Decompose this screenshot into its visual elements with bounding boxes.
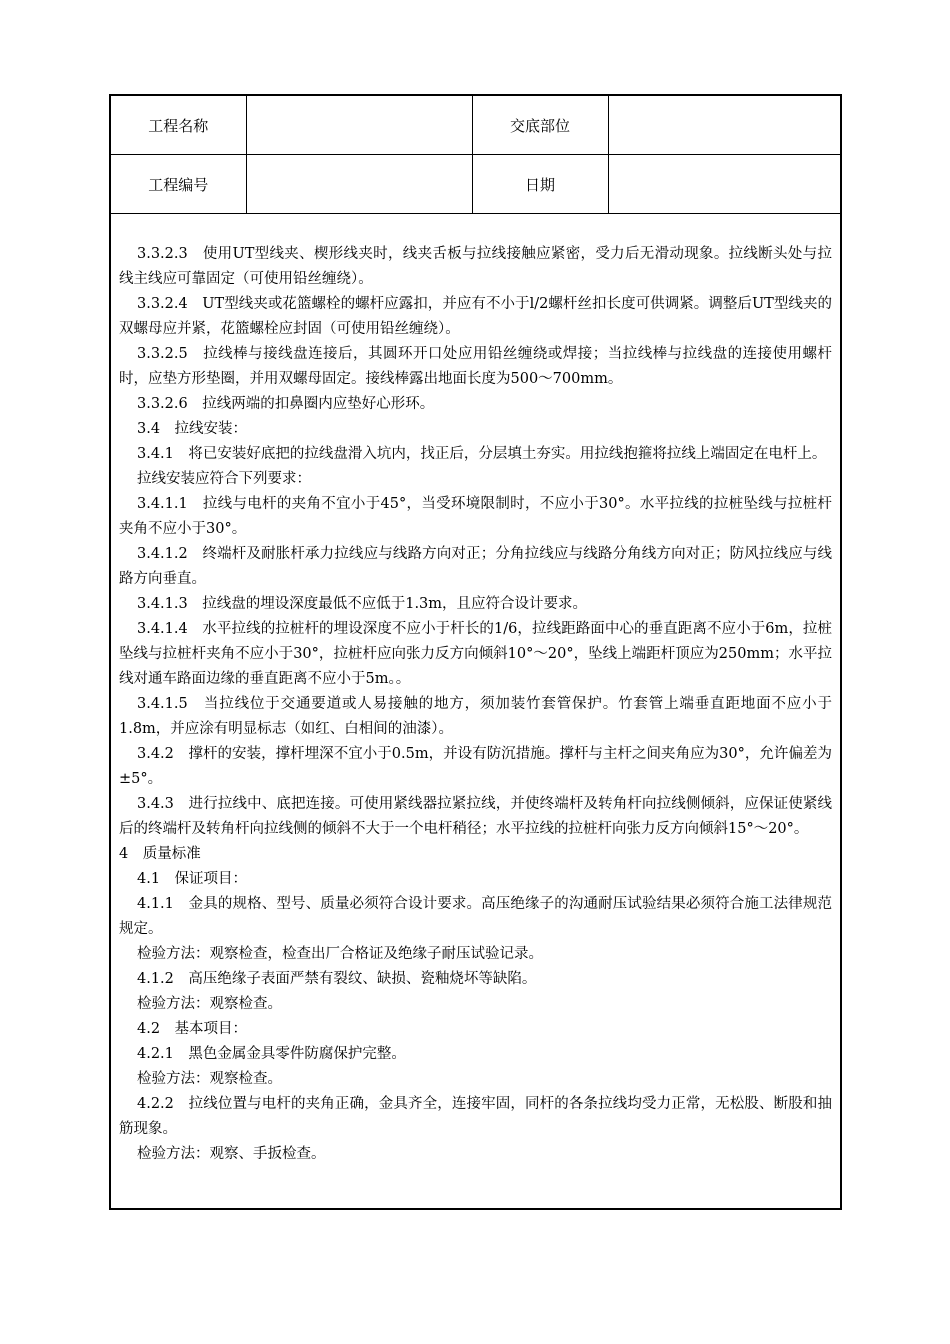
project-no-label: 工程编号	[111, 155, 246, 214]
project-name-label: 工程名称	[111, 96, 246, 155]
date-value	[608, 155, 840, 214]
section-heading: 4 质量标准	[119, 846, 201, 862]
content-paragraph: 3.4.1.3 拉线盘的埋设深度最低不应低于1.3m，且应符合设计要求。	[137, 596, 588, 612]
project-name-value	[246, 96, 472, 155]
content-paragraph: 3.4 拉线安装：	[137, 421, 248, 437]
date-label: 日期	[472, 155, 608, 214]
content-paragraph: 3.4.2 撑杆的安装，撑杆埋深不宜小于0.5m，并设有防沉措施。撑杆与主杆之间夹角应为30°，允许偏差为±5°。	[119, 746, 832, 787]
project-no-value	[246, 155, 472, 214]
content-paragraph: 3.4.1.2 终端杆及耐胀杆承力拉线应与线路方向对正；分角拉线应与线路分角线方向对正；防风拉线应与线路方向垂直。	[119, 546, 832, 587]
disclosure-part-label: 交底部位	[472, 96, 608, 155]
header-table	[111, 96, 840, 214]
header-row-1	[111, 96, 840, 155]
content-paragraph: 检验方法：观察检查。	[137, 996, 282, 1012]
content-paragraph: 3.3.2.5 拉线棒与接线盘连接后，其圆环开口处应用铅丝缠绕或焊接；当拉线棒与拉线盘的连接使用螺杆时，应垫方形垫圈，并用双螺母固定。接线棒露出地面长度为500～700mm。	[119, 346, 832, 387]
content-paragraph: 3.4.1.4 水平拉线的拉桩杆的埋设深度不应小于杆长的1/6，拉线距路面中心的垂直距离不应小于6m，拉桩坠线与拉桩杆夹角不应小于30°，拉桩杆应向张力反方向倾斜10°～20°，坠线上端距杆顶应为250mm；水平拉线对通车路面边缘的垂直距离不应小于5m。。	[119, 621, 832, 687]
content-paragraph: 3.3.2.6 拉线两端的扣鼻圈内应垫好心形环。	[137, 396, 435, 412]
content-paragraph: 检验方法：观察检查，检查出厂合格证及绝缘子耐压试验记录。	[137, 946, 543, 962]
disclosure-sheet	[109, 94, 842, 1210]
content-paragraph: 检验方法：观察、手扳检查。	[137, 1146, 326, 1162]
content-paragraph: 3.4.1 将已安装好底把的拉线盘滑入坑内，找正后，分层填土夯实。用拉线抱箍将拉线上端固定在电杆上。	[137, 446, 827, 462]
content-body	[111, 214, 840, 1167]
content-paragraph: 4.2 基本项目：	[137, 1021, 248, 1037]
content-paragraph: 3.4.1.5 当拉线位于交通要道或人易接触的地方，须加装竹套管保护。竹套管上端垂直距地面不应小于1.8m，并应涂有明显标志（如红、白相间的油漆）。	[119, 696, 832, 737]
content-paragraph: 4.1 保证项目：	[137, 871, 248, 887]
content-paragraph: 拉线安装应符合下列要求：	[137, 471, 311, 487]
disclosure-part-value	[608, 96, 840, 155]
content-paragraph: 4.2.1 黑色金属金具零件防腐保护完整。	[137, 1046, 406, 1062]
content-paragraph: 4.2.2 拉线位置与电杆的夹角正确，金具齐全，连接牢固，同杆的各条拉线均受力正常，无松股、断股和抽筋现象。	[119, 1096, 832, 1137]
header-row-2	[111, 155, 840, 214]
content-paragraph: 3.3.2.4 UT型线夹或花篮螺栓的螺杆应露扣，并应有不小于l/2螺杆丝扣长度可供调紧。调整后UT型线夹的双螺母应并紧，花篮螺栓应封固（可使用铅丝缠绕）。	[119, 296, 832, 337]
content-paragraph: 3.3.2.3 使用UT型线夹、楔形线夹时，线夹舌板与拉线接触应紧密，受力后无滑动现象。拉线断头处与拉线主线应可靠固定（可使用铅丝缠绕）。	[119, 246, 832, 287]
content-paragraph: 检验方法：观察检查。	[137, 1071, 282, 1087]
content-paragraph: 3.4.1.1 拉线与电杆的夹角不宜小于45°，当受环境限制时，不应小于30°。水平拉线的拉桩坠线与拉桩杆夹角不应小于30°。	[119, 496, 832, 537]
content-paragraph: 3.4.3 进行拉线中、底把连接。可使用紧线器拉紧拉线，并使终端杆及转角杆向拉线侧倾斜，应保证使紧线后的终端杆及转角杆向拉线侧的倾斜不大于一个电杆稍径；水平拉线的拉桩杆向张力反方向倾斜15°～20°。	[119, 796, 832, 837]
content-paragraph: 4.1.1 金具的规格、型号、质量必须符合设计要求。高压绝缘子的沟通耐压试验结果必须符合施工法律规范规定。	[119, 896, 832, 937]
content-paragraph: 4.1.2 高压绝缘子表面严禁有裂纹、缺损、瓷釉烧坏等缺陷。	[137, 971, 537, 987]
